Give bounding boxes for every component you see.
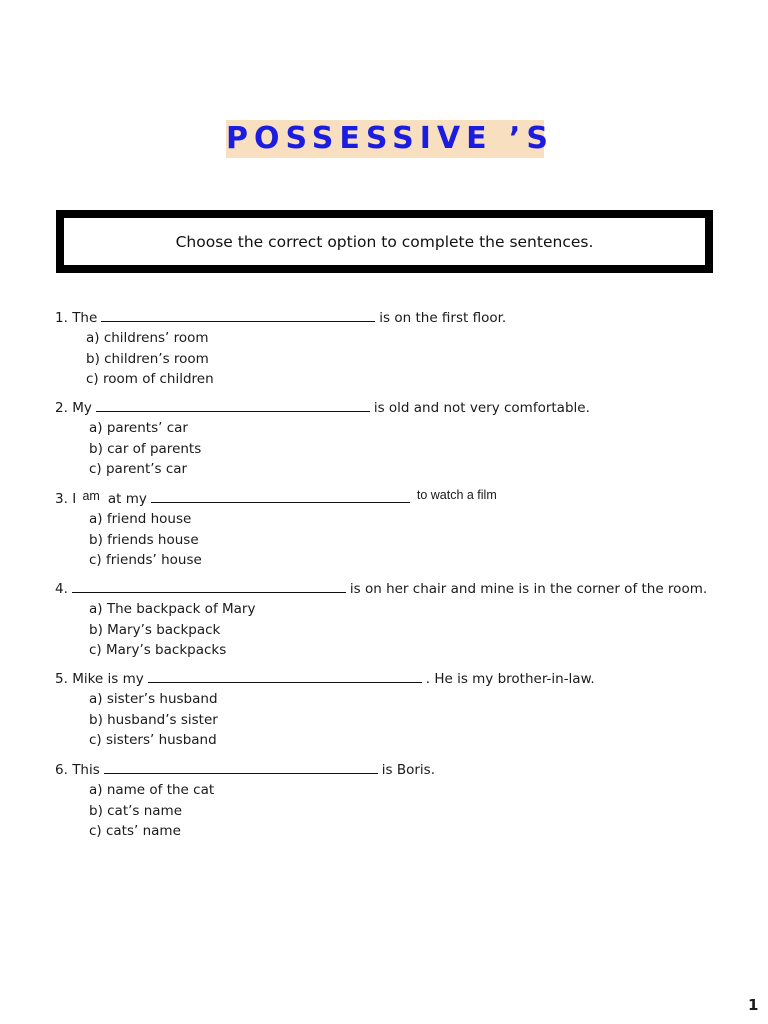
filled-answer-text[interactable]: am [82,489,100,503]
option-c[interactable]: c) room of children [86,371,214,387]
answer-blank[interactable] [151,488,410,503]
option-a[interactable]: a) name of the cat [89,782,215,798]
option-b[interactable]: b) cat’s name [89,802,183,819]
question-2 [55,397,590,480]
question-text-middle: at my [107,491,147,507]
worksheet-title: POSSESSIVE ’S [226,121,555,156]
option-a[interactable]: a) The backpack of Mary [89,601,256,617]
option-list [89,689,595,751]
question-number: 3. [55,491,68,507]
option-b[interactable]: b) Mary’s backpack [89,621,221,638]
option-c[interactable]: c) Mary’s backpacks [89,642,227,658]
question-text-after: is Boris. [381,762,436,778]
question-4 [55,578,707,661]
question-stem [55,578,707,598]
question-number: 5. [55,671,68,687]
question-number: 4. [55,581,68,597]
question-stem [55,668,595,688]
option-a[interactable]: a) sister’s husband [89,691,218,707]
option-b[interactable]: b) children’s room [86,350,209,367]
question-text-before: The [72,310,98,326]
option-list [89,509,497,571]
question-number: 6. [55,762,68,778]
option-list [89,418,590,480]
option-a[interactable]: a) parents’ car [89,420,188,436]
option-c[interactable]: c) friends’ house [89,552,202,568]
question-text-after: to watch a film [416,488,497,502]
instruction-box [56,210,713,273]
answer-blank[interactable] [104,759,378,774]
question-1 [55,307,506,390]
answer-blank[interactable] [101,307,375,322]
option-list [89,780,435,842]
instruction-text: Choose the correct option to complete the sentences. [175,232,594,251]
answer-blank[interactable] [148,668,422,683]
question-text-before: I [72,491,77,507]
question-text-after: is old and not very comfortable. [373,400,590,416]
answer-blank[interactable] [72,578,346,593]
question-3 [55,488,497,571]
question-number: 2. [55,400,68,416]
question-stem [55,488,497,508]
option-b[interactable]: b) friends house [89,531,199,548]
question-text-after: is on the first floor. [379,310,507,326]
question-stem [55,759,435,779]
option-b[interactable]: b) husband’s sister [89,711,218,728]
question-text-after: is on her chair and mine is in the corner of the room. [349,581,708,597]
option-list [86,328,506,390]
option-c[interactable]: c) cats’ name [89,823,181,839]
question-text-after: . He is my brother-in-law. [425,671,595,687]
question-text-before: My [72,400,92,416]
question-5 [55,668,595,751]
question-number: 1. [55,310,68,326]
page-number: 1 [748,996,759,1014]
option-b[interactable]: b) car of parents [89,440,202,457]
option-c[interactable]: c) parent’s car [89,461,188,477]
option-a[interactable]: a) childrens’ room [86,330,209,346]
answer-blank[interactable] [96,397,370,412]
question-stem [55,307,506,327]
question-6 [55,759,435,842]
option-list [89,599,707,661]
question-text-before: This [72,762,100,778]
option-a[interactable]: a) friend house [89,511,192,527]
option-c[interactable]: c) sisters’ husband [89,732,217,748]
question-stem [55,397,590,417]
question-text-before: Mike is my [72,671,144,687]
